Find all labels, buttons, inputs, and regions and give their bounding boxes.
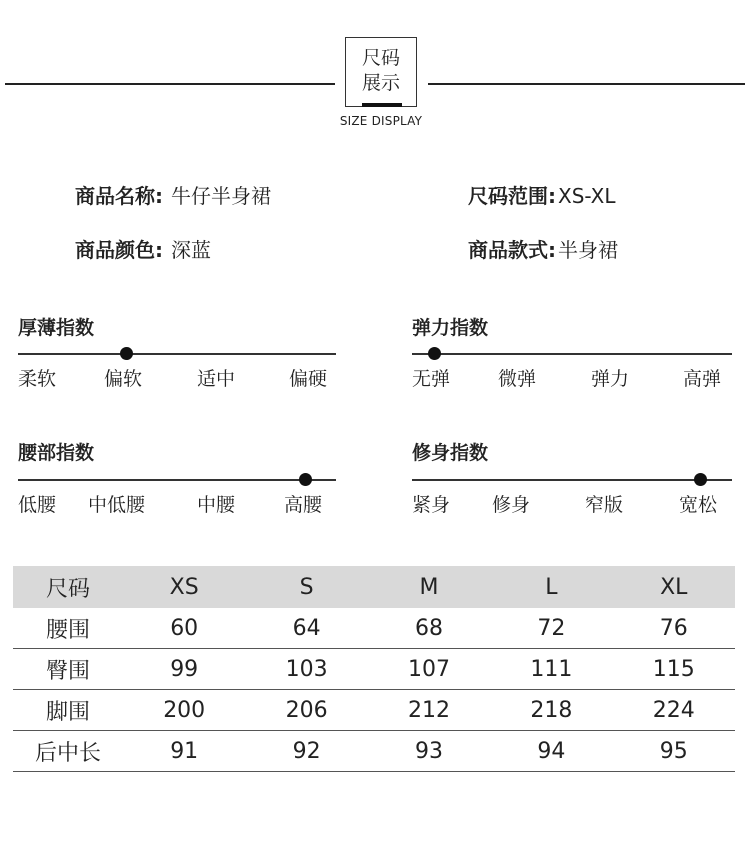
waist-index-marker [299, 473, 312, 486]
table-row [13, 731, 735, 772]
info-name-label: 商品名称: [75, 184, 163, 208]
fit-option: 修身 [492, 494, 531, 516]
info-name [75, 180, 271, 209]
thickness-option: 偏硬 [289, 368, 328, 390]
table-cell: 115 [613, 649, 735, 690]
table-cell: 94 [490, 731, 612, 772]
size-table-header: XL [613, 566, 735, 608]
title-box [345, 37, 417, 107]
header-line-right [428, 83, 745, 85]
size-table [13, 566, 735, 772]
elasticity-index-title: 弹力指数 [412, 317, 489, 339]
table-cell: 212 [368, 690, 490, 731]
fit-index-marker [694, 473, 707, 486]
waist-index-title: 腰部指数 [18, 442, 95, 464]
size-table-header: 尺码 [13, 566, 123, 608]
thickness-option: 适中 [197, 368, 236, 390]
size-table-header: S [245, 566, 367, 608]
info-style [468, 234, 618, 263]
fit-option: 窄版 [585, 494, 624, 516]
table-row [13, 649, 735, 690]
elasticity-index-line [412, 353, 732, 355]
table-cell: 72 [490, 608, 612, 649]
info-name-value: 牛仔半身裙 [171, 184, 271, 208]
info-color-value: 深蓝 [171, 238, 211, 262]
table-cell: 93 [368, 731, 490, 772]
table-cell: 103 [245, 649, 367, 690]
table-cell: 224 [613, 690, 735, 731]
waist-option: 中腰 [197, 494, 236, 516]
info-style-label: 商品款式: [468, 238, 556, 262]
elasticity-option: 高弹 [683, 368, 722, 390]
title-line-1: 尺码 [361, 47, 400, 69]
elasticity-option: 弹力 [591, 368, 630, 390]
table-row [13, 608, 735, 649]
thickness-index-title: 厚薄指数 [18, 317, 95, 339]
table-cell: 95 [613, 731, 735, 772]
table-cell: 臀围 [13, 649, 123, 690]
waist-option: 中低腰 [88, 494, 146, 516]
info-range-label: 尺码范围: [468, 184, 556, 208]
info-style-value: 半身裙 [558, 238, 618, 262]
table-cell: 68 [368, 608, 490, 649]
table-cell: 206 [245, 690, 367, 731]
thickness-index-line [18, 353, 336, 355]
size-table-header: M [368, 566, 490, 608]
table-cell: 200 [123, 690, 245, 731]
thickness-option: 柔软 [18, 368, 57, 390]
table-cell: 107 [368, 649, 490, 690]
elasticity-option: 无弹 [412, 368, 451, 390]
fit-index-line [412, 479, 732, 481]
info-range-value: XS-XL [558, 184, 616, 208]
title-line-2: 展示 [361, 72, 400, 94]
table-cell: 腰围 [13, 608, 123, 649]
thickness-option: 偏软 [104, 368, 143, 390]
waist-option: 高腰 [284, 494, 323, 516]
fit-option: 紧身 [412, 494, 451, 516]
header-line-left [5, 83, 335, 85]
table-cell: 76 [613, 608, 735, 649]
info-color [75, 234, 211, 263]
table-cell: 99 [123, 649, 245, 690]
fit-option: 宽松 [679, 494, 718, 516]
waist-option: 低腰 [18, 494, 57, 516]
elasticity-option: 微弹 [498, 368, 537, 390]
waist-index-line [18, 479, 336, 481]
elasticity-index-marker [428, 347, 441, 360]
title-underbar [362, 103, 402, 107]
table-cell: 脚围 [13, 690, 123, 731]
size-table-header: L [490, 566, 612, 608]
table-cell: 后中长 [13, 731, 123, 772]
table-row [13, 690, 735, 731]
fit-index-title: 修身指数 [412, 442, 489, 464]
thickness-index-marker [120, 347, 133, 360]
table-cell: 60 [123, 608, 245, 649]
table-cell: 218 [490, 690, 612, 731]
size-table-header: XS [123, 566, 245, 608]
title-subtitle: SIZE DISPLAY [339, 114, 423, 128]
info-color-label: 商品颜色: [75, 238, 163, 262]
size-table-header-row [13, 566, 735, 608]
table-cell: 91 [123, 731, 245, 772]
table-cell: 92 [245, 731, 367, 772]
table-cell: 111 [490, 649, 612, 690]
table-cell: 64 [245, 608, 367, 649]
info-range [468, 180, 615, 209]
